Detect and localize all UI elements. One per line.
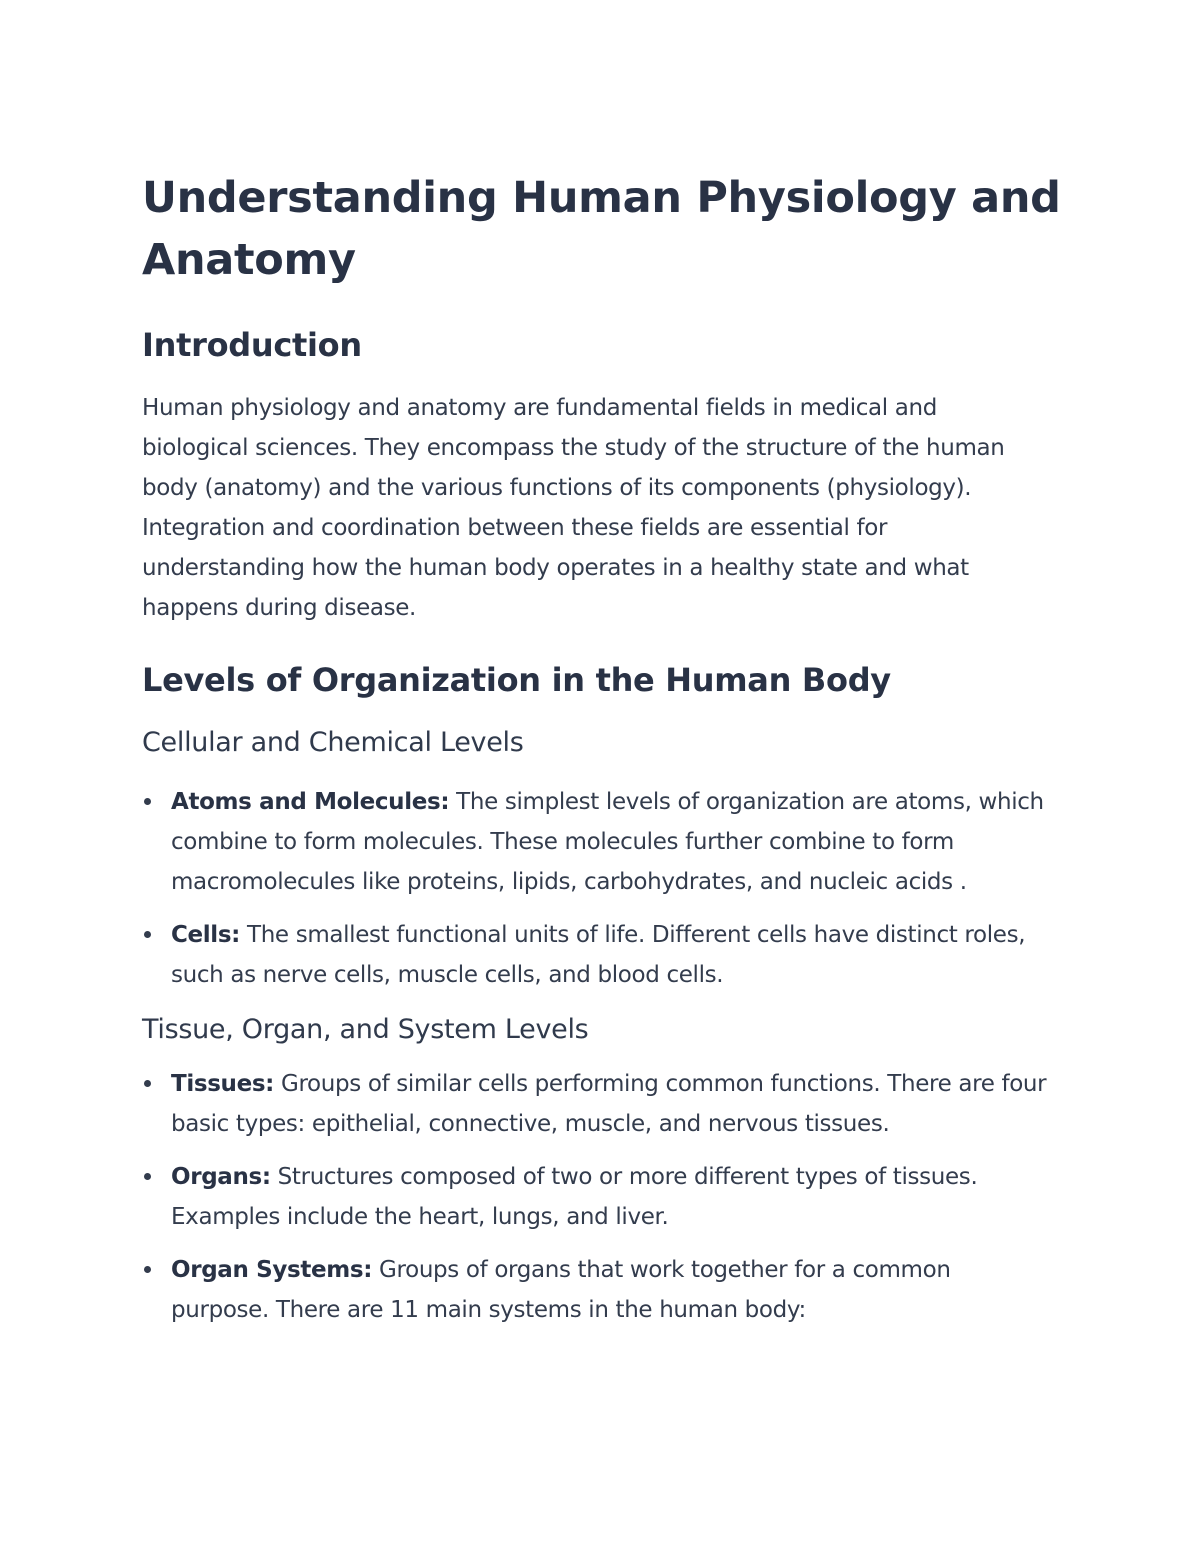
list-item	[142, 1250, 1051, 1330]
list-item	[142, 1157, 1051, 1237]
list-item-term: Organ Systems:	[171, 1257, 373, 1283]
list-item-text: Groups of similar cells performing common functions. There are four basic types: epithelial, connective, muscle, and nervous tissues.	[171, 1071, 1047, 1137]
list-item-text: The smallest functional units of life. Different cells have distinct roles, such as nerve cells, muscle cells, and blood cells.	[171, 922, 1026, 988]
list-item-text: The simplest levels of organization are atoms, which combine to form molecules. These molecules further combine to form macromolecules like proteins, lipids, carbohydrates, and nucleic acids .	[171, 789, 1044, 895]
levels-of-organization-heading: Levels of Organization in the Human Body	[142, 661, 891, 699]
tissue-levels-list	[142, 1064, 1062, 1330]
tissue-organ-system-levels-heading: Tissue, Organ, and System Levels	[142, 1014, 589, 1045]
document-title: Understanding Human Physiology and Anatomy	[142, 173, 1061, 285]
list-item-term: Organs:	[171, 1164, 271, 1190]
introduction-heading: Introduction	[142, 326, 362, 364]
cellular-chemical-levels-heading: Cellular and Chemical Levels	[142, 727, 524, 758]
list-item	[142, 782, 1051, 902]
list-item-text: Structures composed of two or more different types of tissues. Examples include the heart, lungs, and liver.	[171, 1164, 978, 1230]
list-item	[142, 915, 1051, 995]
introduction-paragraph: Human physiology and anatomy are fundamental fields in medical and biological sciences. They encompass the study of the structure of the human body (anatomy) and the various functions of its components (physiology). Integration and coordination between these fields are essential for understanding how the human body operates in a healthy state and what happens during disease.	[142, 395, 1005, 621]
cellular-levels-list	[142, 782, 1062, 995]
document-page	[142, 167, 1062, 1343]
list-item-term: Cells:	[171, 922, 241, 948]
list-item-text: Groups of organs that work together for a common purpose. There are 11 main systems in the human body:	[171, 1257, 951, 1323]
list-item-term: Atoms and Molecules:	[171, 789, 450, 815]
list-item	[142, 1064, 1051, 1144]
list-item-term: Tissues:	[171, 1071, 275, 1097]
